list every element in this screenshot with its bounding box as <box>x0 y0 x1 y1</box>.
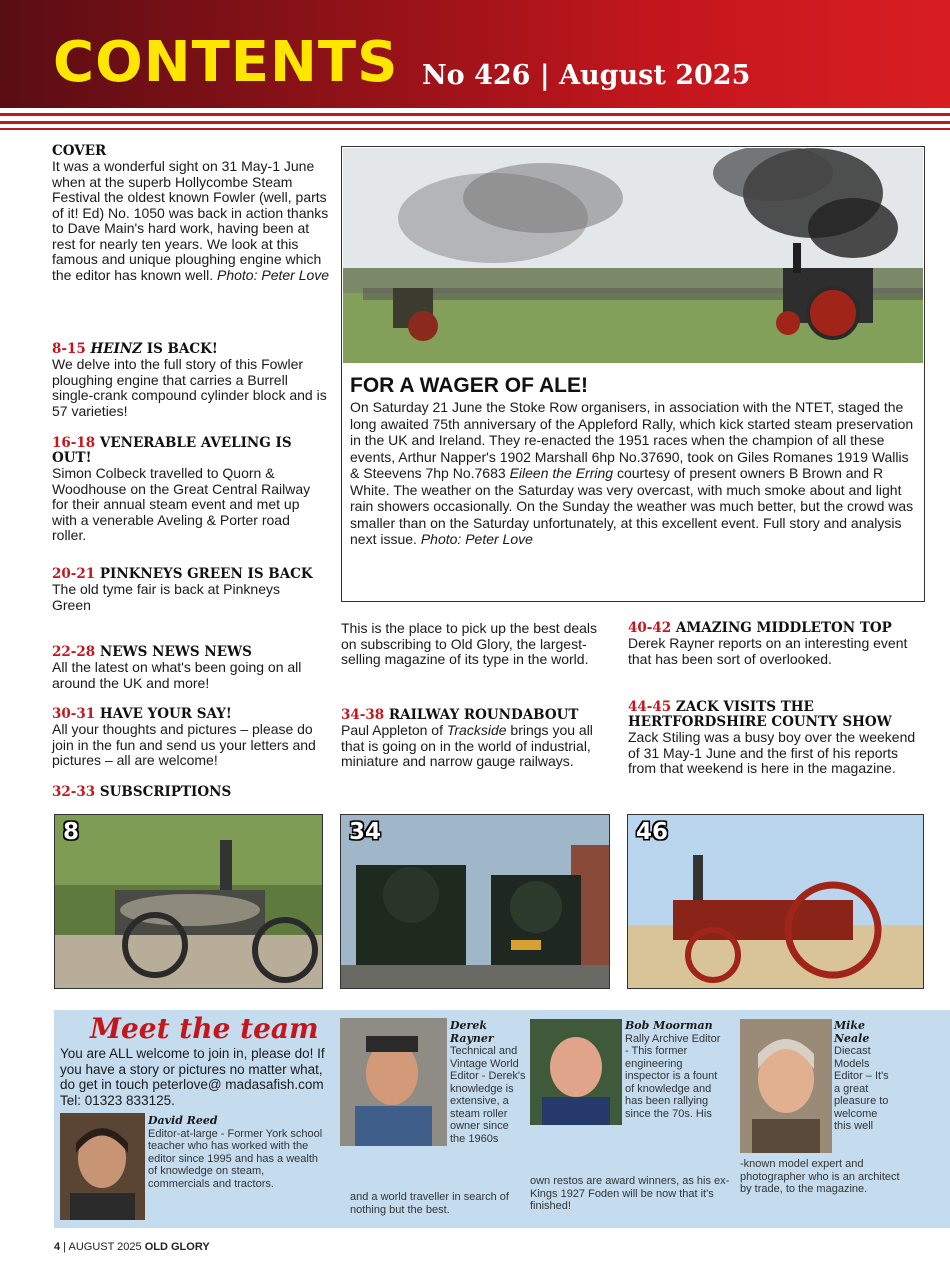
member-bio: Editor-at-large - Former York school teacher who has worked with the editor since 1995 and has a wealth of knowledge on steam, commercials and tractors. <box>148 1127 323 1190</box>
member-derek-rayner <box>450 1020 526 1145</box>
section-title: 20-21 PINKNEYS GREEN IS BACK <box>52 566 313 582</box>
mike-neale-photo <box>740 1019 832 1153</box>
member-bob-moorman <box>625 1020 725 1120</box>
member-bio: Technical and Vintage World Editor - Derek's knowledge is extensive, a steam roller owner since the 1960s <box>450 1045 526 1145</box>
david-reed-photo <box>60 1113 145 1220</box>
avatar <box>60 1113 145 1220</box>
traction-engine-photo <box>628 815 924 989</box>
photo-page-34 <box>340 814 610 989</box>
member-name: Bob Moorman <box>625 1019 713 1032</box>
team-heading: Meet the team <box>90 1012 319 1045</box>
section-title: 40-42 AMAZING MIDDLETON TOP <box>628 620 892 636</box>
header-rule-3 <box>0 128 950 130</box>
header-rule-1 <box>0 113 950 116</box>
member-bio: Rally Archive Editor - This former engineering inspector is a fount of knowledge and has been rallying since the 70s. His <box>625 1032 721 1120</box>
member-david-reed <box>148 1115 328 1190</box>
section-title: 8-15 HEINZ IS BACK! <box>52 341 218 357</box>
team-intro: You are ALL welcome to join in, please do! If you have a story or pictures no matter what, do get in touch peterlove@ madasafish.com Tel: 01323 833125. <box>60 1046 325 1108</box>
section-body: The old tyme fair is back at Pinkneys Green <box>52 581 280 613</box>
section-railway <box>341 708 616 770</box>
section-subscriptions <box>52 785 332 800</box>
section-body: Simon Colbeck travelled to Quorn & Woodhouse on the Great Central Railway for their annual steam event and met up with a venerable Aveling & Porter road roller. <box>52 465 311 543</box>
member-name: Mike Neale <box>834 1019 870 1045</box>
section-title: 34-38 RAILWAY ROUNDABOUT <box>341 707 579 723</box>
section-body: All the latest on what's been going on all around the UK and more! <box>52 659 302 691</box>
rally-photo <box>343 148 923 363</box>
avatar <box>740 1019 832 1153</box>
subscriptions-body: This is the place to pick up the best deals on subscribing to Old Glory, the largest-selling magazine of its type in the world. <box>341 620 598 667</box>
section-title: 22-28 NEWS NEWS NEWS <box>52 644 252 660</box>
section-body: Zack Stiling was a busy boy over the weekend of 31 May-1 June and the first of his reports from that weekend is here in the magazine. <box>628 729 916 776</box>
section-your-say <box>52 707 337 769</box>
feature-title: FOR A WAGER OF ALE! <box>350 374 588 397</box>
feature-photo <box>343 148 923 363</box>
member-bio-continued: and a world traveller in search of nothing but the best. <box>350 1191 509 1216</box>
section-body: Paul Appleton of Trackside brings you all that is going on in the world of industrial, miniature and narrow gauge railways. <box>341 722 593 769</box>
locomotives-photo <box>341 815 610 989</box>
section-body: We delve into the full story of this Fowler ploughing engine that carries a Burrell single-crank compound cylinder block and is 57 varieties! <box>52 356 327 419</box>
photo-page-number: 8 <box>63 819 80 845</box>
section-body: All your thoughts and pictures – please do join in the fun and send us your letters and pictures – all are welcome! <box>52 721 316 768</box>
page-title: CONTENTS <box>53 30 399 95</box>
photo-page-8 <box>54 814 323 989</box>
avatar <box>340 1018 447 1146</box>
section-body: Derek Rayner reports on an interesting event that has been sort of overlooked. <box>628 635 908 667</box>
section-title: COVER <box>52 143 107 159</box>
avatar <box>530 1019 622 1125</box>
member-bio-continued: -known model expert and photographer who is an architect by trade, to the magazine. <box>740 1158 900 1195</box>
page-footer: 4 | AUGUST 2025 OLD GLORY <box>54 1241 210 1253</box>
section-heinz <box>52 342 332 419</box>
section-aveling <box>52 436 322 544</box>
photo-page-46 <box>627 814 924 989</box>
member-bio: Diecast Models Editor – It's a great pleasure to welcome this well <box>834 1045 889 1132</box>
feature-body: On Saturday 21 June the Stoke Row organisers, in association with the NTET, staged the long awaited 75th anniversary of the Appleford Rally, which kick started steam preservation in the UK and Ireland. They re-enacted the 1951 races when the champion of all these events, Arthur Napper's 1902 Marshall 6hp No.37690, took on Giles Romanes 1919 Wallis & Steevens 7hp No.7683 Eileen the Erring courtesy of present owners B Brown and R White. The weather on the Saturday was very overcast, with much smoke about and light rain showers occasionally. On the Sunday the weather was much better, but the crowd was smaller than on the Saturday unfortunately, at this excellent event. Full story and analysis next issue. Photo: Peter Love <box>350 399 914 547</box>
section-hertfordshire <box>628 700 928 777</box>
section-title: 32-33 SUBSCRIPTIONS <box>52 784 232 800</box>
issue-line: No 426 | August 2025 <box>422 60 751 91</box>
section-title: 30-31 HAVE YOUR SAY! <box>52 706 232 722</box>
section-pinkneys <box>52 567 322 613</box>
photo-page-number: 34 <box>349 819 382 845</box>
section-title: 44-45 ZACK VISITS THE HERTFORDSHIRE COUNTY SHOW <box>628 699 892 730</box>
member-name: David Reed <box>148 1114 218 1127</box>
section-body: It was a wonderful sight on 31 May-1 June when at the superb Hollycombe Steam Festival the oldest known Fowler (well, parts of it! Ed) No. 1050 was back in action thanks to Dave Main's hard work, having been at rest for nearly ten years. We look at this famous and unique ploughing engine which the editor has known well. Photo: Peter Love <box>52 158 330 283</box>
ploughing-engine-photo <box>55 815 323 989</box>
photo-page-number: 46 <box>636 819 669 845</box>
section-news <box>52 645 327 691</box>
section-middleton <box>628 621 928 667</box>
derek-rayner-photo <box>340 1018 447 1146</box>
header-rule-2 <box>0 121 950 124</box>
member-name: Derek Rayner <box>450 1019 494 1045</box>
member-mike-neale <box>834 1020 894 1133</box>
section-title: 16-18 VENERABLE AVELING IS OUT! <box>52 435 292 466</box>
member-bio-continued: own restos are award winners, as his ex-Kings 1927 Foden will be now that it's finished! <box>530 1175 730 1212</box>
section-cover <box>52 144 332 283</box>
bob-moorman-photo <box>530 1019 622 1125</box>
